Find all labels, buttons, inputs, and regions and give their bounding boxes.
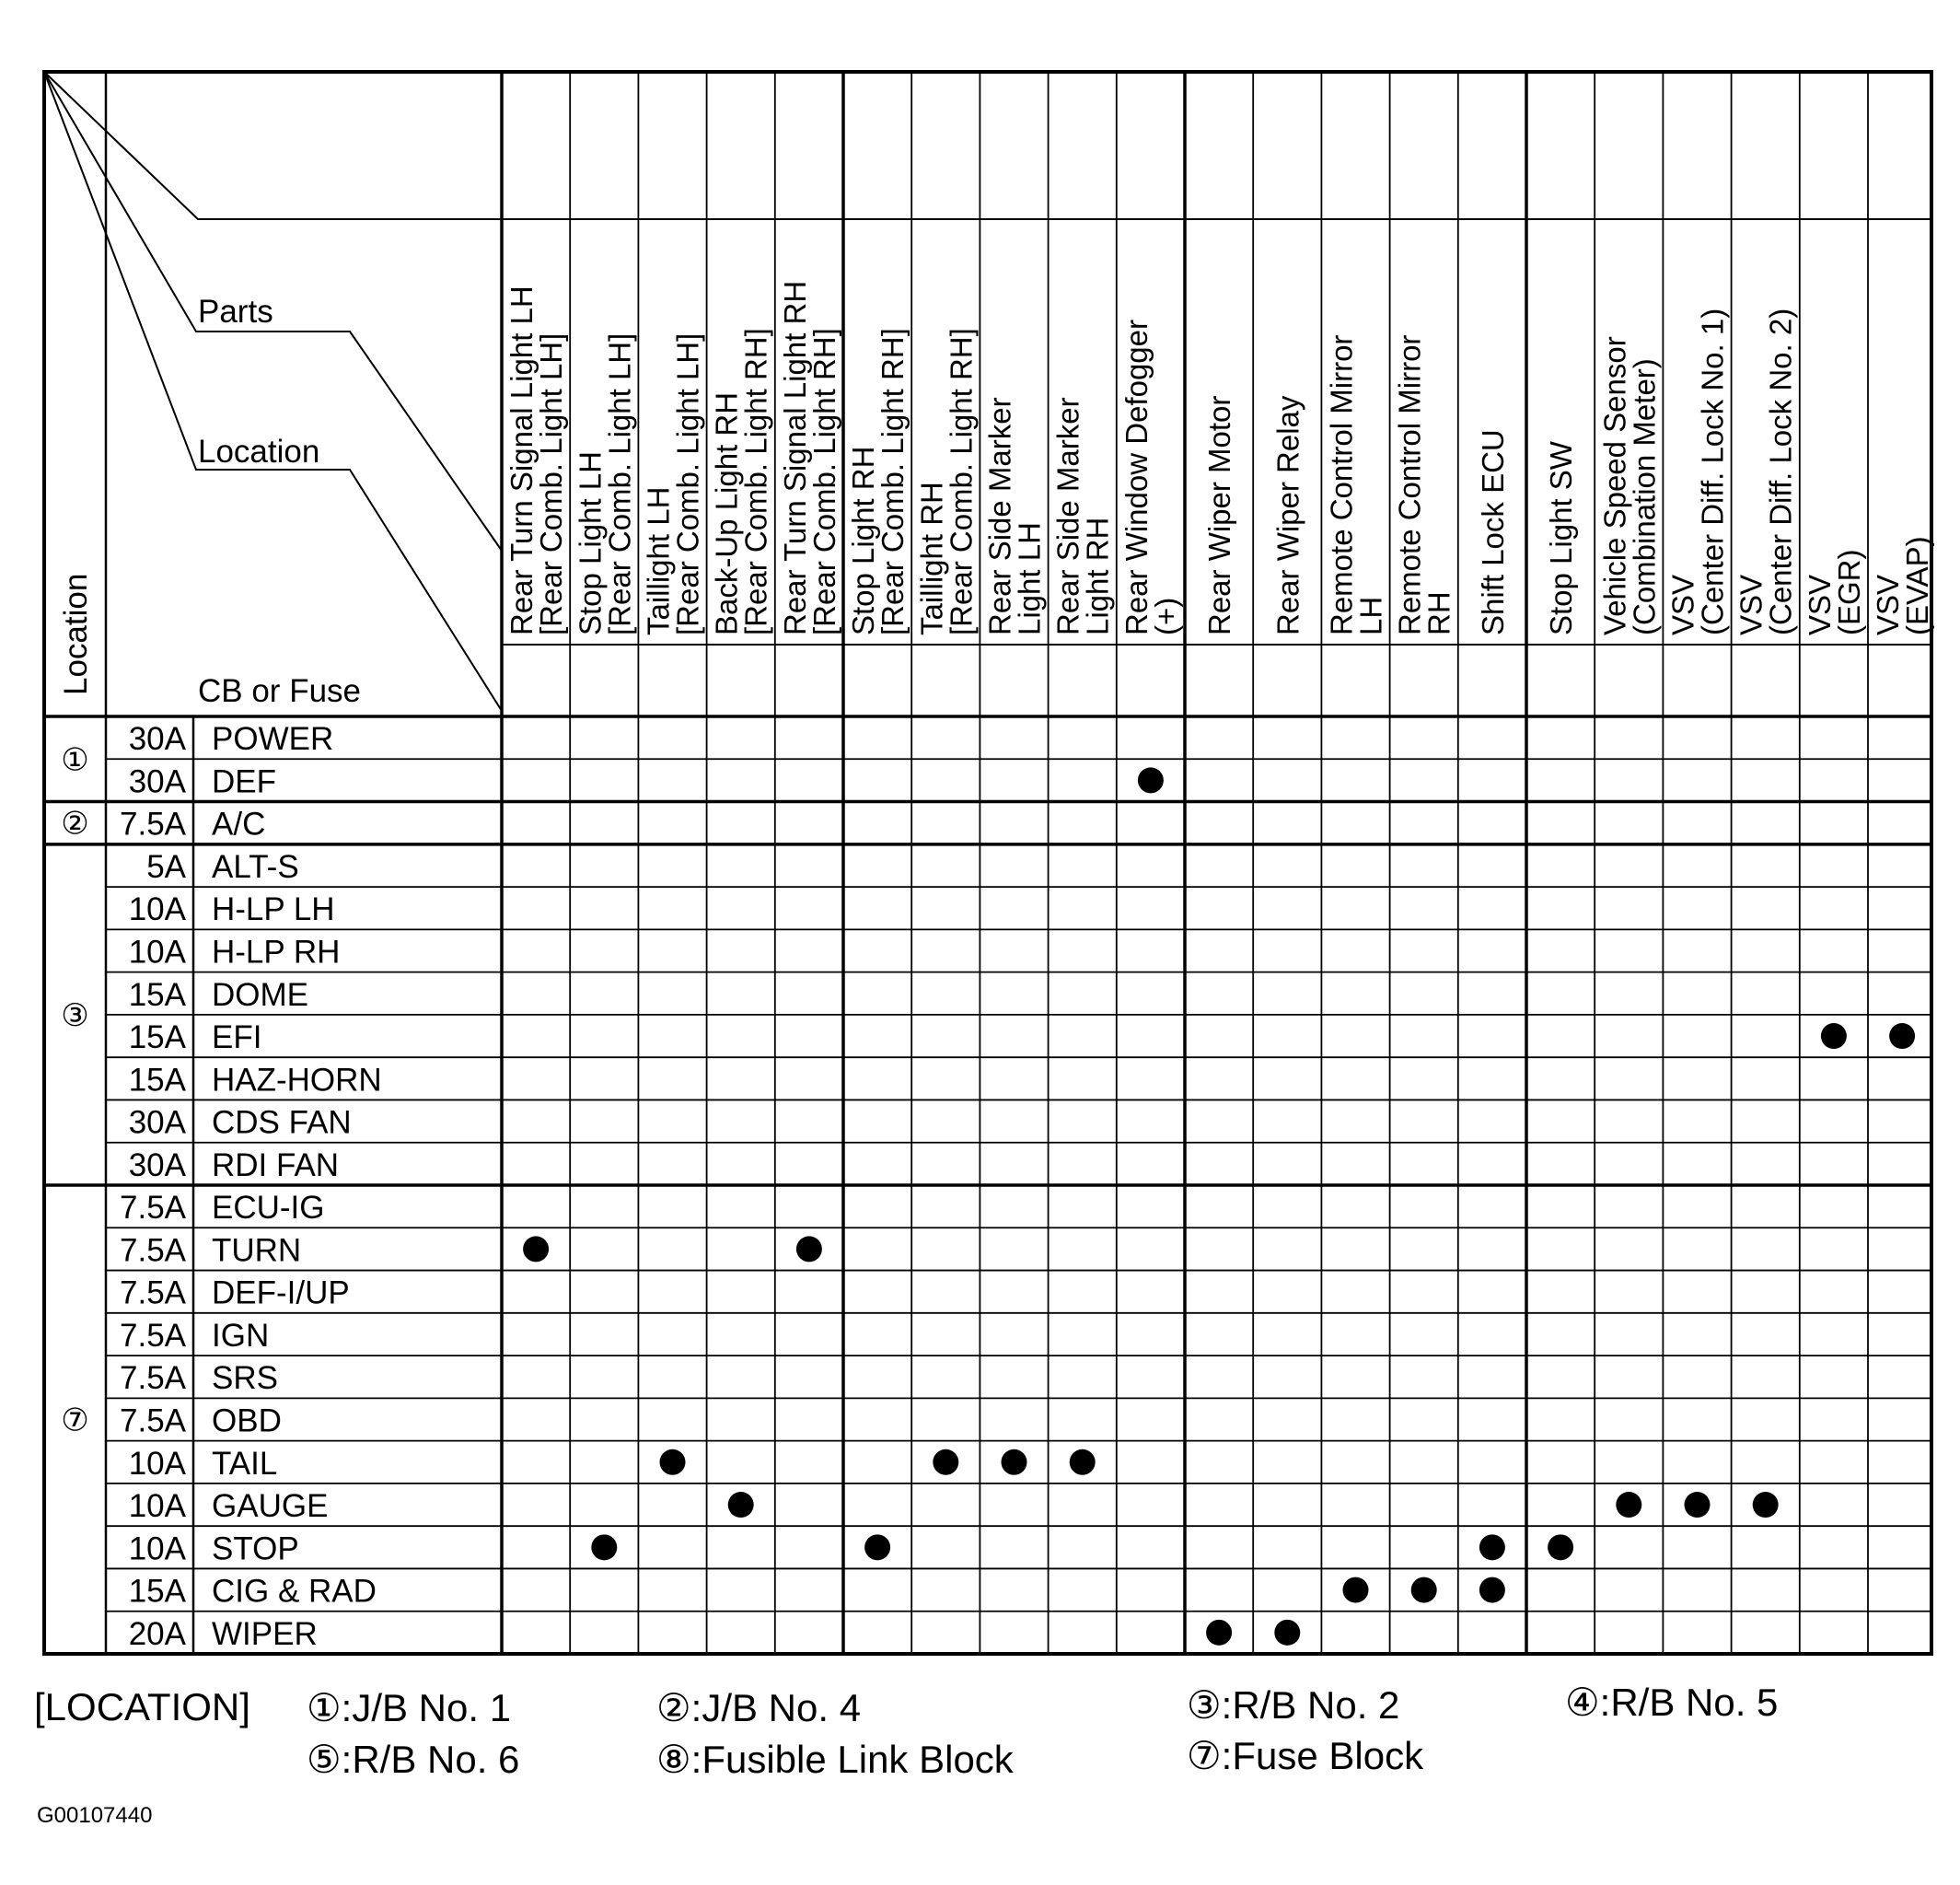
- part-name: Rear Side Marker: [982, 397, 1017, 635]
- fuse-amp: 15A: [128, 1062, 186, 1099]
- parts-label: Parts: [198, 294, 273, 330]
- connection-dot: [1411, 1577, 1437, 1603]
- fuse-amp: 30A: [128, 721, 186, 758]
- legend-item-4: ④:R/B No. 5: [1565, 1681, 1779, 1724]
- fuse-amp: 10A: [128, 1445, 186, 1482]
- fuse-amp: 7.5A: [120, 1274, 186, 1311]
- part-header-14: [1393, 335, 1456, 635]
- fuse-name: CIG & RAD: [212, 1573, 377, 1610]
- part-header-18: [1666, 308, 1730, 635]
- connection-dot: [1206, 1620, 1232, 1646]
- fuse-name: GAUGE: [212, 1488, 329, 1525]
- part-header-6: [846, 328, 910, 635]
- fuse-amp: 15A: [128, 1573, 186, 1610]
- part-header-5: [778, 281, 841, 635]
- connection-dot: [1479, 1577, 1505, 1603]
- fuse-name: POWER: [212, 721, 334, 758]
- part-header-16: [1544, 440, 1578, 635]
- connection-dot: [1548, 1534, 1573, 1560]
- fuse-amp: 30A: [128, 763, 186, 800]
- part-name: Rear Side Marker: [1050, 397, 1085, 635]
- part-name: VSV: [1665, 574, 1700, 635]
- fuse-name: DEF-I/UP: [212, 1274, 350, 1311]
- part-sub: [Rear Comb. Light LH]: [602, 332, 637, 635]
- fuse-amp: 10A: [128, 1488, 186, 1525]
- connection-dot: [1002, 1449, 1027, 1475]
- part-name: Rear Turn Signal Light RH: [777, 280, 812, 635]
- connection-dot: [1753, 1492, 1779, 1518]
- part-header-9: [1051, 397, 1115, 635]
- fuse-name: STOP: [212, 1530, 299, 1567]
- connection-dot: [1685, 1492, 1711, 1518]
- part-header-13: [1325, 335, 1388, 635]
- fuse-amp: 7.5A: [120, 1360, 186, 1397]
- legend-item-3: ③:R/B No. 2: [1187, 1683, 1400, 1727]
- part-sub: [Rear Comb. Light RH]: [738, 328, 773, 635]
- fuse-name: CDS FAN: [212, 1104, 352, 1141]
- part-header-4: [710, 328, 773, 635]
- fuse-amp: 15A: [128, 976, 186, 1013]
- location-marker: ②: [61, 806, 89, 842]
- fuse-name: H-LP LH: [212, 891, 335, 928]
- part-name: VSV: [1802, 574, 1837, 635]
- connection-dot: [660, 1449, 686, 1475]
- part-header-12: [1270, 395, 1305, 635]
- part-name: Stop Light RH: [846, 446, 881, 635]
- part-header-21: [1871, 536, 1934, 635]
- part-sub: LH: [1353, 596, 1388, 635]
- fuse-name: H-LP RH: [212, 934, 341, 971]
- part-header-1: [504, 285, 568, 635]
- part-sub: (EVAP): [1900, 536, 1935, 635]
- part-header-8: [983, 397, 1047, 635]
- part-header-19: [1734, 308, 1798, 635]
- connection-dot: [796, 1236, 822, 1262]
- figure-code: G00107440: [37, 1803, 153, 1828]
- part-sub: (EGR): [1831, 549, 1866, 635]
- part-header-10: [1119, 320, 1183, 635]
- legend-item-6: ⑧:Fusible Link Block: [656, 1738, 1014, 1781]
- connection-dot: [864, 1534, 890, 1560]
- part-sub: [Rear Comb. Light RH]: [944, 328, 979, 635]
- location-column-label: Location: [58, 573, 94, 695]
- fuse-amp: 7.5A: [120, 1232, 186, 1269]
- location-label: Location: [198, 434, 320, 470]
- table-frame: [44, 72, 1931, 1654]
- part-name: Back-Up Light RH: [709, 391, 744, 635]
- legend-item-1: ①:J/B No. 1: [307, 1686, 512, 1729]
- part-sub: RH: [1421, 591, 1456, 635]
- cb-or-fuse-label: CB or Fuse: [198, 673, 361, 709]
- fuse-amp: 10A: [128, 934, 186, 971]
- part-name: Remote Control Mirror: [1392, 334, 1427, 635]
- part-name: Stop Light LH: [573, 451, 608, 635]
- part-name: VSV: [1871, 574, 1906, 635]
- fuse-amp: 30A: [128, 1104, 186, 1141]
- fuse-name: HAZ-HORN: [212, 1062, 382, 1099]
- connection-dot: [1479, 1534, 1505, 1560]
- part-header-2: [573, 333, 636, 635]
- fuse-name: WIPER: [212, 1615, 318, 1652]
- connection-dot: [1821, 1023, 1847, 1049]
- fuse-amp: 7.5A: [120, 1190, 186, 1227]
- part-name: Shift Lock ECU: [1475, 429, 1510, 635]
- fuse-amp: 15A: [128, 1019, 186, 1056]
- part-name: Rear Wiper Motor: [1202, 395, 1237, 635]
- connection-dot: [728, 1492, 754, 1518]
- part-sub: (Center Diff. Lock No. 2): [1763, 308, 1798, 635]
- fuse-amp: 5A: [146, 848, 186, 885]
- fuse-name: ECU-IG: [212, 1190, 325, 1227]
- fuse-name: SRS: [212, 1360, 278, 1397]
- part-name: Stop Light SW: [1544, 441, 1579, 635]
- parts-fan-line: [44, 72, 502, 219]
- part-sub: (Combination Meter): [1627, 358, 1662, 635]
- part-name: Remote Control Mirror: [1324, 334, 1359, 635]
- part-sub: Light LH: [1012, 522, 1047, 635]
- connection-dot: [523, 1236, 549, 1262]
- fuse-name: DOME: [212, 976, 308, 1013]
- part-header-15: [1476, 429, 1510, 635]
- connection-dot: [1274, 1620, 1300, 1646]
- part-name: Rear Turn Signal Light LH: [504, 285, 539, 635]
- fuse-name: ALT-S: [212, 848, 299, 885]
- part-name: Rear Window Defogger: [1119, 320, 1154, 635]
- legend-item-5: ⑤:R/B No. 6: [307, 1738, 520, 1781]
- part-name: Taillight RH: [914, 482, 949, 635]
- part-header-3: [642, 333, 705, 635]
- fuse-amp: 10A: [128, 891, 186, 928]
- fuse-amp: 7.5A: [120, 1317, 186, 1354]
- part-sub: (+): [1148, 597, 1183, 635]
- fuse-name: A/C: [212, 806, 266, 843]
- part-name: VSV: [1734, 574, 1769, 635]
- connection-dot: [1343, 1577, 1369, 1603]
- fuse-name: IGN: [212, 1317, 270, 1354]
- location-marker: ①: [61, 742, 89, 778]
- fuse-amp: 20A: [128, 1615, 186, 1652]
- connection-dot: [591, 1534, 617, 1560]
- location-marker: ⑦: [61, 1402, 89, 1438]
- fuse-name: OBD: [212, 1402, 282, 1439]
- location-marker: ③: [61, 997, 89, 1033]
- part-sub: [Rear Comb. Light LH]: [534, 332, 569, 635]
- connection-dot: [1138, 767, 1164, 793]
- legend-item-7: ⑦:Fuse Block: [1187, 1734, 1424, 1777]
- connection-dot: [933, 1449, 958, 1475]
- part-header-7: [914, 328, 978, 635]
- legend-title: [LOCATION]: [34, 1685, 250, 1728]
- location-fan-line-lower: [44, 72, 502, 711]
- part-name: Taillight LH: [641, 486, 676, 635]
- part-name: Vehicle Speed Sensor: [1597, 336, 1632, 635]
- fuse-amp: 7.5A: [120, 1402, 186, 1439]
- part-sub: [Rear Comb. Light RH]: [806, 328, 841, 635]
- legend-item-2: ②:J/B No. 4: [656, 1686, 862, 1729]
- fuse-amp: 30A: [128, 1146, 186, 1183]
- fuse-name: TURN: [212, 1232, 302, 1269]
- connection-dot: [1070, 1449, 1096, 1475]
- part-sub: Light RH: [1080, 517, 1115, 635]
- part-sub: [Rear Comb. Light LH]: [670, 332, 705, 635]
- fuse-name: RDI FAN: [212, 1146, 340, 1183]
- fuse-amp: 10A: [128, 1530, 186, 1567]
- fuse-name: DEF: [212, 763, 276, 800]
- part-header-17: [1597, 336, 1661, 635]
- part-header-11: [1202, 396, 1236, 635]
- connection-dot: [1616, 1492, 1641, 1518]
- fuse-name: TAIL: [212, 1445, 278, 1482]
- part-name: Rear Wiper Relay: [1270, 395, 1305, 635]
- part-header-20: [1803, 550, 1866, 636]
- part-sub: [Rear Comb. Light RH]: [876, 328, 910, 635]
- fuse-amp: 7.5A: [120, 806, 186, 843]
- part-sub: (Center Diff. Lock No. 1): [1695, 308, 1730, 635]
- fuse-name: EFI: [212, 1019, 262, 1056]
- connection-dot: [1889, 1023, 1915, 1049]
